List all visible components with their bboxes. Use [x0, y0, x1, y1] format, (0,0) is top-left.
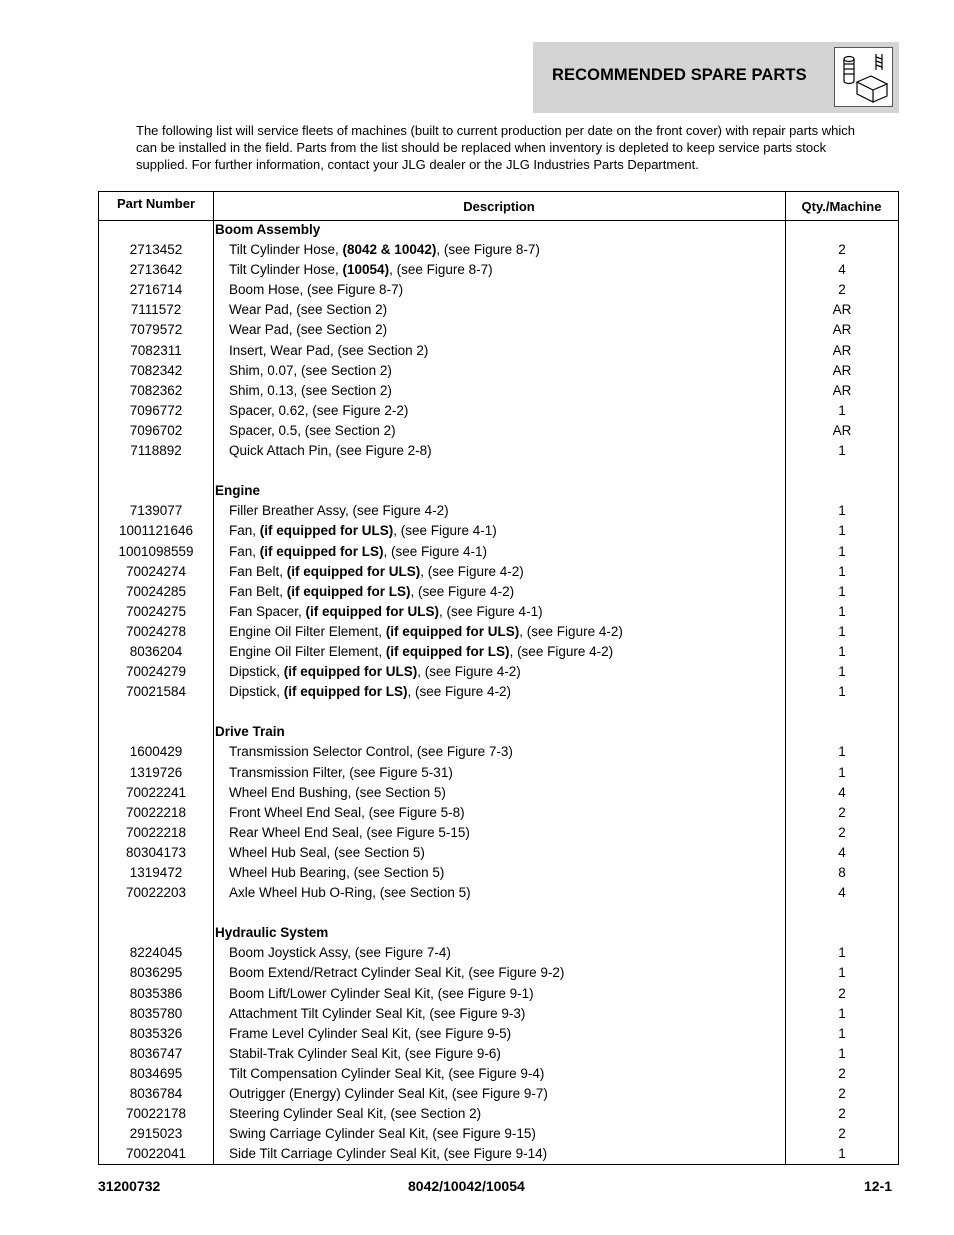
description-text: Quick Attach Pin, (see Figure 2-8) [229, 443, 432, 459]
part-description [229, 343, 428, 358]
table-row [99, 401, 898, 421]
part-number: 70024278 [125, 623, 187, 639]
part-description [229, 584, 514, 599]
part-description [229, 423, 396, 438]
quantity-per-machine: 4 [838, 844, 846, 860]
table-row [99, 1064, 898, 1084]
part-description [229, 1006, 525, 1021]
quantity-per-machine: 2 [838, 1106, 846, 1122]
table-row [99, 662, 898, 682]
quantity-per-machine: 1 [838, 965, 846, 981]
part-number: 1001121646 [118, 523, 194, 539]
quantity-per-machine: 1 [838, 945, 846, 961]
table-row [99, 1124, 898, 1144]
description-qualifier: (if equipped for LS) [385, 643, 510, 659]
part-description [229, 544, 487, 559]
description-text: Stabil-Trak Cylinder Seal Kit, (see Figure 9-6) [229, 1045, 501, 1061]
part-number: 70022178 [125, 1106, 187, 1122]
quantity-per-machine: AR [832, 302, 852, 318]
description-reference: , (see Figure 4-2) [410, 583, 515, 599]
part-description [229, 1106, 481, 1121]
part-number: 2915023 [129, 1126, 183, 1142]
part-number: 70021584 [125, 684, 187, 700]
description-reference: , (see Figure 4-2) [420, 563, 524, 579]
description-text: Steering Cylinder Seal Kit, (see Section 2) [229, 1106, 482, 1122]
part-number: 2713642 [129, 262, 183, 278]
part-number: 8036204 [129, 643, 183, 659]
part-number: 7111572 [130, 302, 182, 318]
table-row [99, 1104, 898, 1124]
part-number: 70022041 [125, 1146, 187, 1162]
description-qualifier: (8042 & 10042) [342, 242, 437, 258]
quantity-per-machine: AR [832, 342, 852, 358]
part-description [229, 785, 446, 800]
part-description [229, 302, 387, 317]
quantity-per-machine: 1 [838, 664, 846, 680]
spare-parts-icon [834, 47, 893, 107]
part-number: 70022218 [125, 804, 187, 820]
table-row [99, 682, 898, 702]
table-row [99, 803, 898, 823]
part-description [229, 885, 471, 900]
description-qualifier: (if equipped for ULS) [286, 563, 421, 579]
quantity-per-machine: 2 [838, 1086, 846, 1102]
description-text: Side Tilt Carriage Cylinder Seal Kit, (see Figure 9-14) [229, 1146, 548, 1162]
table-row [99, 521, 898, 541]
header-qty: Qty./Machine [801, 199, 882, 214]
part-number: 2713452 [129, 242, 183, 258]
part-number: 7082342 [129, 362, 183, 378]
part-number: 70024274 [125, 563, 187, 579]
part-number: 8036784 [129, 1086, 183, 1102]
description-text: Wheel Hub Bearing, (see Section 5) [229, 865, 445, 880]
part-description [229, 624, 623, 639]
part-description [229, 684, 511, 699]
table-row [99, 381, 898, 401]
description-text: Boom Hose, (see Figure 8-7) [229, 282, 404, 298]
part-number: 7139077 [129, 503, 183, 519]
part-description [229, 805, 465, 820]
part-number: 1600429 [129, 744, 183, 760]
table-row [99, 984, 898, 1004]
description-text: Filler Breather Assy, (see Figure 4-2) [229, 503, 449, 519]
part-number: 8036747 [129, 1045, 183, 1061]
part-description [229, 1066, 544, 1081]
quantity-per-machine: 1 [838, 1025, 846, 1041]
part-number: 8035386 [129, 985, 183, 1001]
part-description [229, 322, 387, 337]
part-number: 1319472 [129, 865, 183, 880]
part-number: 8224045 [129, 945, 183, 961]
quantity-per-machine: AR [832, 422, 852, 438]
description-text: Fan, [229, 543, 260, 559]
description-reference: , (see Figure 4-1) [393, 523, 497, 539]
quantity-per-machine: 2 [838, 1126, 846, 1142]
table-row [99, 542, 898, 562]
table-row [99, 280, 898, 300]
quantity-per-machine: 4 [838, 885, 846, 901]
table-row [99, 320, 898, 340]
description-qualifier: (10054) [342, 262, 390, 278]
table-body [99, 220, 898, 1164]
part-description [229, 363, 392, 378]
description-qualifier: (if equipped for ULS) [305, 603, 440, 619]
description-reference: , (see Figure 4-1) [439, 603, 543, 619]
description-reference: , (see Figure 4-2) [407, 684, 512, 700]
part-number: 1319726 [129, 764, 183, 780]
description-text: Wheel Hub Seal, (see Section 5) [229, 844, 425, 860]
description-text: Wheel End Bushing, (see Section 5) [229, 784, 446, 800]
quantity-per-machine: 4 [838, 262, 846, 278]
quantity-per-machine: AR [832, 382, 852, 398]
section-title: Drive Train [215, 724, 285, 740]
page-title: RECOMMENDED SPARE PARTS [552, 66, 807, 84]
part-number: 70024275 [125, 603, 187, 619]
table-row [99, 240, 898, 260]
part-description [229, 1046, 501, 1061]
part-description [229, 503, 449, 518]
quantity-per-machine: 1 [838, 1005, 846, 1021]
quantity-per-machine: 2 [838, 985, 846, 1001]
quantity-per-machine: 1 [838, 543, 846, 559]
table-row [99, 300, 898, 320]
description-text: Dipstick, [229, 684, 284, 700]
part-description [229, 604, 543, 619]
description-qualifier: (if equipped for LS) [286, 583, 411, 599]
description-text: Transmission Selector Control, (see Figure 7-3) [229, 744, 513, 760]
description-text: Transmission Filter, (see Figure 5-31) [229, 764, 453, 780]
table-row [99, 441, 898, 461]
description-text: Dipstick, [229, 664, 284, 680]
table-row [99, 421, 898, 441]
quantity-per-machine: 2 [838, 804, 846, 820]
table-row [99, 341, 898, 361]
spacer-row [99, 702, 898, 722]
quantity-per-machine: 2 [838, 824, 846, 840]
footer-page-number: 12-1 [864, 1178, 893, 1194]
description-text: Boom Lift/Lower Cylinder Seal Kit, (see Figure 9-1) [229, 985, 534, 1001]
table-row [99, 642, 898, 662]
description-text: Insert, Wear Pad, (see Section 2) [229, 342, 429, 358]
description-reference: , (see Figure 4-1) [383, 543, 488, 559]
description-text: Axle Wheel Hub O-Ring, (see Section 5) [229, 885, 471, 901]
description-text: Fan Spacer, [229, 603, 306, 619]
intro-paragraph: The following list will service fleets of machines (built to current production per date on the front cover) with repair parts which can be installed in the field. Parts from the list should be replaced when inventory is depleted to keep service parts stock supplied. For further information, contact your JLG dealer or the JLG Industries Parts Department. [136, 123, 855, 172]
part-description [229, 986, 534, 1001]
table-row [99, 602, 898, 622]
quantity-per-machine: 1 [838, 1045, 846, 1061]
quantity-per-machine: 1 [838, 684, 846, 700]
description-text: Tilt Cylinder Hose, [229, 242, 343, 258]
description-text: Shim, 0.13, (see Section 2) [229, 382, 392, 398]
part-number: 70022218 [125, 824, 187, 840]
table-row [99, 1044, 898, 1064]
table-row [99, 361, 898, 381]
description-text: Attachment Tilt Cylinder Seal Kit, (see Figure 9-3) [229, 1005, 526, 1021]
part-description [229, 845, 425, 860]
description-reference: , (see Figure 8-7) [389, 262, 493, 278]
description-text: Fan Belt, [229, 583, 287, 599]
header-part-number: Part Number [116, 196, 196, 211]
part-number: 70024285 [125, 583, 187, 599]
description-qualifier: (if equipped for LS) [283, 684, 408, 700]
part-number: 8034695 [129, 1065, 183, 1081]
part-number: 8035326 [129, 1025, 183, 1041]
description-text: Swing Carriage Cylinder Seal Kit, (see Figure 9-15) [229, 1126, 536, 1142]
part-description [229, 242, 540, 257]
part-description [229, 443, 432, 458]
table-row [99, 883, 898, 903]
section-header [533, 42, 899, 113]
part-description [229, 965, 564, 980]
part-description [229, 664, 521, 679]
part-description [229, 523, 497, 538]
section-heading-row [99, 220, 898, 240]
part-description [229, 945, 451, 960]
part-number: 8036295 [129, 965, 183, 981]
part-description [229, 865, 444, 880]
quantity-per-machine: 1 [838, 503, 846, 519]
part-number: 2716714 [129, 282, 183, 298]
quantity-per-machine: 1 [838, 563, 846, 579]
table-row [99, 843, 898, 863]
part-description [229, 765, 453, 780]
quantity-per-machine: AR [832, 362, 852, 378]
description-text: Fan Belt, [229, 563, 287, 579]
quantity-per-machine: 1 [838, 744, 846, 760]
description-text: Wear Pad, (see Section 2) [229, 302, 388, 318]
table-row [99, 1084, 898, 1104]
table-row [99, 1024, 898, 1044]
description-qualifier: (if equipped for LS) [259, 543, 384, 559]
part-description [229, 564, 524, 579]
section-title: Engine [215, 483, 261, 499]
quantity-per-machine: 1 [838, 1146, 846, 1162]
table-row [99, 260, 898, 280]
table-row [99, 943, 898, 963]
quantity-per-machine: 1 [838, 623, 846, 639]
quantity-per-machine: 1 [838, 523, 846, 539]
section-title: Boom Assembly [215, 222, 321, 237]
description-text: Tilt Cylinder Hose, [229, 262, 343, 278]
description-text: Fan, [229, 523, 260, 539]
footer-models: 8042/10042/10054 [408, 1178, 525, 1194]
part-description [229, 403, 408, 418]
description-text: Outrigger (Energy) Cylinder Seal Kit, (see Figure 9-7) [229, 1086, 548, 1102]
quantity-per-machine: 1 [838, 764, 846, 780]
part-number: 7079572 [129, 322, 183, 338]
part-description [229, 262, 493, 277]
part-description [229, 1026, 511, 1041]
description-qualifier: (if equipped for ULS) [283, 664, 418, 680]
part-number: 70022203 [125, 885, 187, 901]
part-description [229, 383, 392, 398]
table-row [99, 1004, 898, 1024]
description-text: Spacer, 0.5, (see Section 2) [229, 422, 396, 438]
description-text: Tilt Compensation Cylinder Seal Kit, (see Figure 9-4) [229, 1065, 545, 1081]
header-description: Description [463, 199, 535, 214]
table-row [99, 963, 898, 983]
part-number: 7082362 [129, 382, 183, 398]
part-description [229, 282, 403, 297]
quantity-per-machine: 1 [838, 402, 846, 418]
description-text: Shim, 0.07, (see Section 2) [229, 362, 392, 378]
part-number: 8035780 [129, 1005, 183, 1021]
description-text: Engine Oil Filter Element, [229, 643, 386, 659]
section-heading-row [99, 923, 898, 943]
description-text: Wear Pad, (see Section 2) [229, 322, 388, 338]
table-row [99, 763, 898, 783]
section-title: Hydraulic System [215, 925, 329, 941]
spacer-row [99, 461, 898, 481]
table-row [99, 1144, 898, 1164]
description-reference: , (see Figure 8-7) [436, 242, 540, 258]
footer-doc-number: 31200732 [98, 1178, 161, 1194]
part-description [229, 1086, 548, 1101]
table-row [99, 823, 898, 843]
part-number: 70022241 [125, 784, 187, 800]
description-reference: , (see Figure 4-2) [509, 643, 614, 659]
part-number: 1001098559 [118, 543, 194, 559]
section-heading-row [99, 722, 898, 742]
part-number: 7096702 [129, 422, 183, 438]
quantity-per-machine: AR [832, 322, 852, 338]
part-description [229, 825, 470, 840]
description-text: Frame Level Cylinder Seal Kit, (see Figure 9-5) [229, 1025, 512, 1041]
quantity-per-machine: 1 [838, 603, 846, 619]
description-text: Front Wheel End Seal, (see Figure 5-8) [229, 804, 465, 820]
part-description [229, 744, 513, 759]
description-text: Rear Wheel End Seal, (see Figure 5-15) [229, 824, 470, 840]
table-row [99, 783, 898, 803]
part-number: 7082311 [130, 342, 182, 358]
quantity-per-machine: 2 [838, 1065, 846, 1081]
part-number: 7096772 [129, 402, 183, 418]
description-reference: , (see Figure 4-2) [417, 664, 521, 680]
quantity-per-machine: 4 [838, 784, 846, 800]
part-number: 80304173 [125, 844, 187, 860]
part-description [229, 644, 613, 659]
quantity-per-machine: 1 [838, 583, 846, 599]
table-row [99, 562, 898, 582]
quantity-per-machine: 1 [838, 643, 846, 659]
quantity-per-machine: 2 [838, 282, 846, 298]
description-text: Boom Joystick Assy, (see Figure 7-4) [229, 945, 451, 961]
description-text: Spacer, 0.62, (see Figure 2-2) [229, 402, 409, 418]
spare-parts-table [98, 191, 899, 1165]
description-qualifier: (if equipped for ULS) [385, 623, 520, 639]
spacer-row [99, 903, 898, 923]
description-qualifier: (if equipped for ULS) [259, 523, 394, 539]
quantity-per-machine: 2 [838, 242, 846, 258]
part-description [229, 1126, 536, 1141]
table-row [99, 501, 898, 521]
part-number: 7118892 [130, 443, 182, 459]
table-row [99, 742, 898, 762]
section-heading-row [99, 481, 898, 501]
table-row [99, 622, 898, 642]
table-row [99, 863, 898, 883]
part-description [229, 1146, 547, 1161]
quantity-per-machine: 8 [838, 865, 846, 880]
part-number: 70024279 [125, 664, 187, 680]
description-text: Engine Oil Filter Element, [229, 623, 386, 639]
table-row [99, 582, 898, 602]
description-reference: , (see Figure 4-2) [519, 623, 623, 639]
description-text: Boom Extend/Retract Cylinder Seal Kit, (see Figure 9-2) [229, 965, 565, 981]
quantity-per-machine: 1 [838, 443, 846, 459]
